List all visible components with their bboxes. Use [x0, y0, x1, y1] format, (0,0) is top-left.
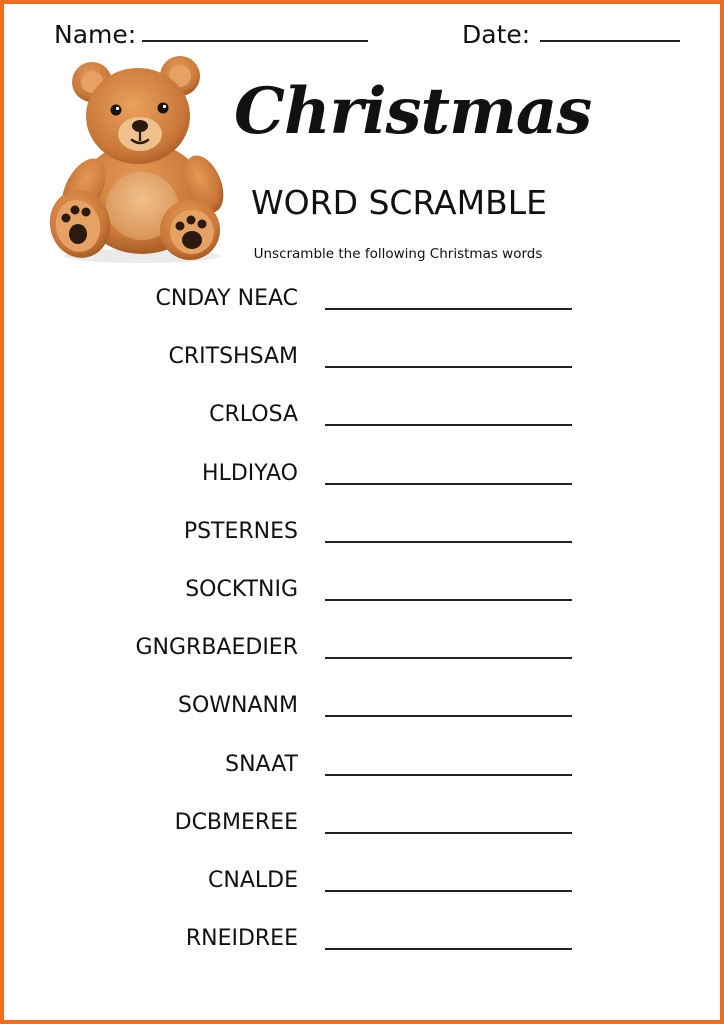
scrambled-word: SNAAT — [225, 751, 298, 777]
scrambled-word: RNEIDREE — [185, 926, 298, 952]
list-item — [4, 626, 724, 684]
list-item — [4, 684, 724, 742]
list-item — [4, 743, 724, 801]
answer-line[interactable] — [325, 657, 572, 659]
word-list — [4, 277, 724, 975]
date-label: Date: — [462, 20, 531, 49]
answer-line[interactable] — [325, 424, 572, 426]
scrambled-word: CRLOSA — [209, 402, 298, 428]
list-item — [4, 510, 724, 568]
list-item — [4, 452, 724, 510]
answer-line[interactable] — [325, 832, 572, 834]
name-field[interactable] — [142, 40, 368, 42]
list-item — [4, 277, 724, 335]
answer-line[interactable] — [325, 483, 572, 485]
list-item — [4, 801, 724, 859]
scrambled-word: CRITSHSAM — [168, 344, 298, 370]
scrambled-word: CNALDE — [208, 867, 298, 893]
worksheet-subtitle: WORD SCRAMBLE — [251, 183, 547, 222]
date-field[interactable] — [540, 40, 680, 42]
answer-line[interactable] — [325, 890, 572, 892]
list-item — [4, 568, 724, 626]
scrambled-word: DCBMEREE — [174, 809, 298, 835]
scrambled-word: SOWNANM — [178, 693, 298, 719]
scrambled-word: GNGRBAEDIER — [135, 635, 298, 661]
answer-line[interactable] — [325, 948, 572, 950]
list-item — [4, 393, 724, 451]
scrambled-word: CNDAY NEAC — [155, 286, 298, 311]
answer-line[interactable] — [325, 366, 572, 368]
list-item — [4, 335, 724, 393]
instruction-text: Unscramble the following Christmas words — [253, 246, 543, 262]
scrambled-word: SOCKTNIG — [185, 576, 298, 602]
answer-line[interactable] — [325, 541, 572, 543]
answer-line[interactable] — [325, 308, 572, 310]
answer-line[interactable] — [325, 715, 572, 717]
name-label: Name: — [54, 20, 137, 49]
list-item — [4, 917, 724, 975]
answer-line[interactable] — [325, 774, 572, 776]
teddy-bear-icon — [42, 48, 242, 264]
scrambled-word: HLDIYAO — [202, 460, 298, 486]
list-item — [4, 859, 724, 917]
scrambled-word: PSTERNES — [183, 518, 298, 544]
answer-line[interactable] — [325, 599, 572, 601]
worksheet-title: Christmas — [234, 74, 592, 149]
